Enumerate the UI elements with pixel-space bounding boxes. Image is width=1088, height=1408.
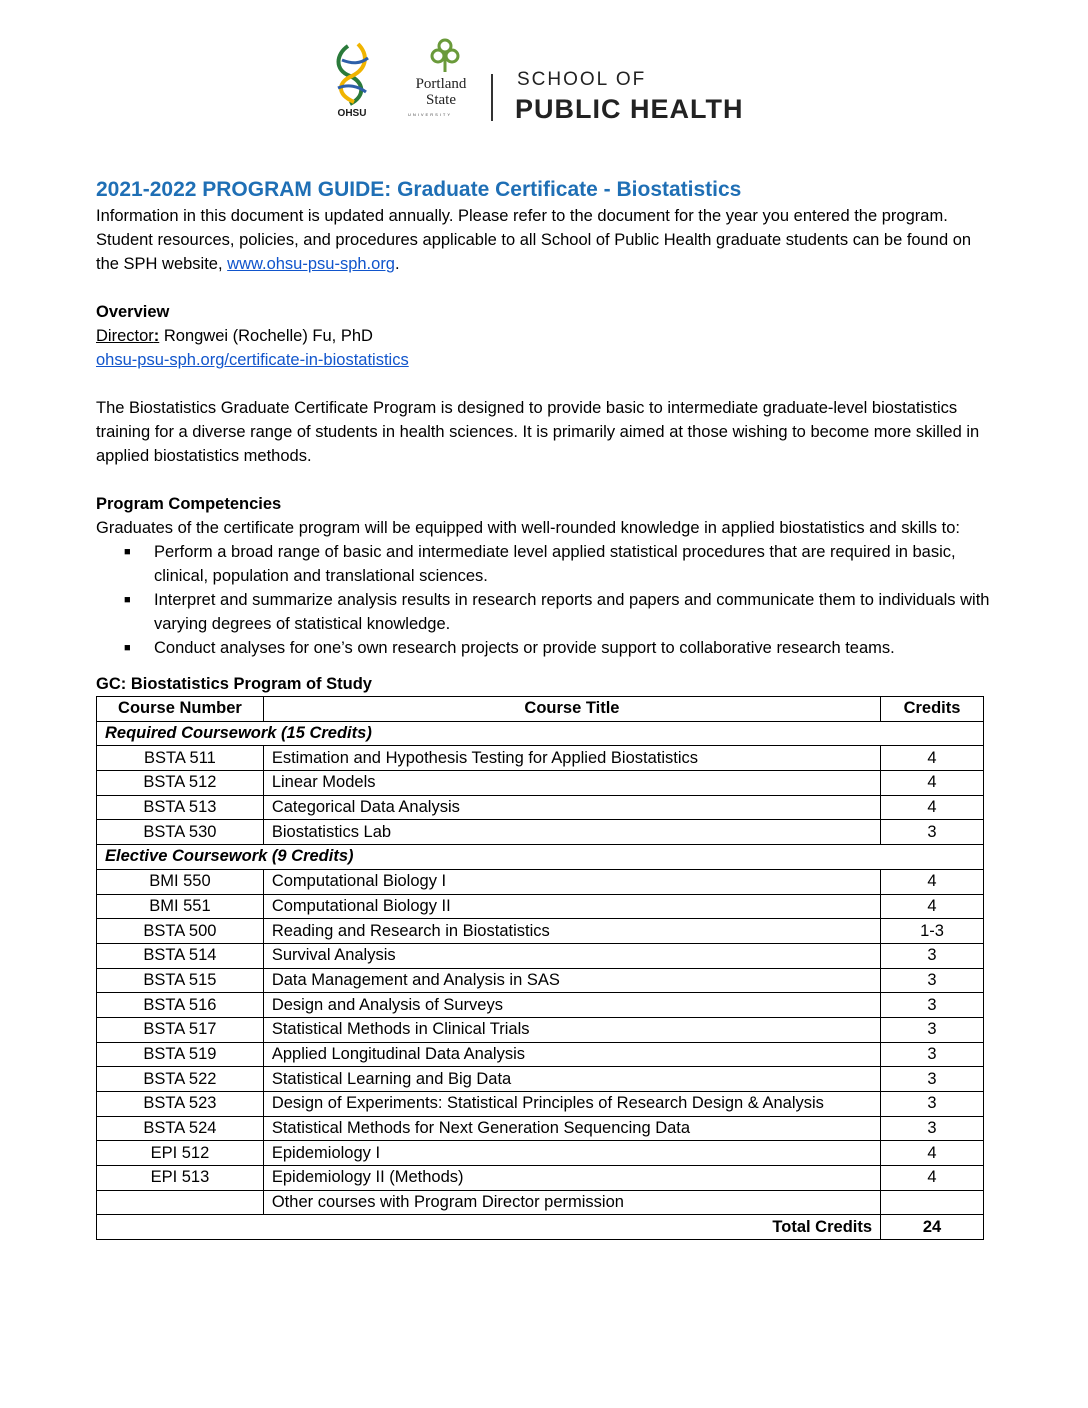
director-line — [96, 324, 996, 348]
list-item: ■ Perform a broad range of basic and intermediate level applied statistical procedures that are required in basic, clinical, population and translational sciences. — [96, 540, 996, 588]
table-row: BSTA 522 Statistical Learning and Big Data 3 — [97, 1067, 984, 1092]
total-credits-value: 24 — [881, 1215, 984, 1240]
director-name: Rongwei (Rochelle) Fu, PhD — [159, 327, 373, 345]
table-row: BSTA 530 Biostatistics Lab 3 — [97, 820, 984, 845]
section-row-required — [97, 721, 984, 746]
psu-name-line2: State — [426, 92, 456, 108]
table-header-row — [97, 697, 984, 722]
table-row: BSTA 512 Linear Models 4 — [97, 771, 984, 796]
competencies-list — [96, 540, 996, 660]
psu-logo — [396, 38, 486, 124]
bullet-icon: ■ — [124, 642, 131, 654]
header-course-title: Course Title — [263, 697, 880, 722]
table-row: BSTA 500 Reading and Research in Biostatistics 1-3 — [97, 919, 984, 944]
sph-website-link[interactable]: www.ohsu-psu-sph.org — [227, 255, 395, 273]
intro-text: Information in this document is updated annually. Please refer to the document for the year you entered the program. Student resources, policies, and procedures applicable to all School of Public Health graduate students can be found on the SPH website, — [96, 207, 972, 273]
total-credits-label: Total Credits — [97, 1215, 881, 1240]
program-of-study-table — [96, 696, 984, 1240]
section-row-elective — [97, 845, 984, 870]
page-header — [0, 38, 1088, 128]
ohsu-logo — [328, 40, 376, 118]
table-row: EPI 512 Epidemiology I 4 — [97, 1141, 984, 1166]
table-row: BSTA 514 Survival Analysis 3 — [97, 943, 984, 968]
table-row: BSTA 511 Estimation and Hypothesis Testing for Applied Biostatistics 4 — [97, 746, 984, 771]
sph-logo-line2: PUBLIC HEALTH — [515, 94, 744, 124]
program-description: The Biostatistics Graduate Certificate Program is designed to provide basic to intermediate graduate-level biostatistics training for a diverse range of students in health sciences. It is primarily aimed at those wishing to become more skilled in applied biostatistics methods. — [96, 399, 980, 465]
table-row: BSTA 515 Data Management and Analysis in SAS 3 — [97, 968, 984, 993]
header-divider — [491, 74, 493, 121]
overview-heading: Overview — [96, 303, 170, 321]
certificate-page-link[interactable]: ohsu-psu-sph.org/certificate-in-biostatistics — [96, 351, 409, 369]
sph-logo-line1: SCHOOL OF — [517, 69, 647, 90]
table-row: BSTA 524 Statistical Methods for Next Generation Sequencing Data 3 — [97, 1116, 984, 1141]
intro-paragraph — [96, 204, 996, 276]
document-body — [96, 176, 996, 1240]
table-row: EPI 513 Epidemiology II (Methods) 4 — [97, 1166, 984, 1191]
intro-text-end: . — [394, 255, 400, 273]
bullet-icon: ■ — [124, 594, 131, 606]
page-title: 2021-2022 PROGRAM GUIDE: Graduate Certificate - Biostatistics — [96, 178, 742, 201]
table-row: BMI 551 Computational Biology II 4 — [97, 894, 984, 919]
header-credits: Credits — [881, 697, 984, 722]
psu-name-line1: Portland — [415, 76, 467, 92]
table-row: Other courses with Program Director permission — [97, 1190, 984, 1215]
psu-name — [396, 76, 486, 108]
ohsu-logo-text: OHSU — [337, 108, 367, 118]
director-label: Director: — [96, 327, 160, 345]
table-row: BMI 550 Computational Biology I 4 — [97, 869, 984, 894]
table-row: BSTA 516 Design and Analysis of Surveys 3 — [97, 993, 984, 1018]
psu-mark-icon — [430, 38, 460, 74]
competencies-heading: Program Competencies — [96, 495, 282, 513]
competencies-intro: Graduates of the certificate program will be equipped with well-rounded knowledge in applied biostatistics and skills to: — [96, 519, 960, 537]
table-caption: GC: Biostatistics Program of Study — [96, 675, 372, 693]
list-item: ■ Conduct analyses for one’s own research projects or provide support to collaborative research teams. — [96, 636, 996, 660]
table-row: BSTA 517 Statistical Methods in Clinical Trials 3 — [97, 1017, 984, 1042]
psu-university-label: UNIVERSITY — [408, 112, 453, 117]
required-section-label: Required Coursework (15 Credits) — [97, 721, 984, 746]
table-row: BSTA 513 Categorical Data Analysis 4 — [97, 795, 984, 820]
elective-section-label: Elective Coursework (9 Credits) — [97, 845, 984, 870]
total-row — [97, 1215, 984, 1240]
list-item: ■ Interpret and summarize analysis results in research reports and papers and communicate them to individuals with varying degrees of statistical knowledge. — [96, 588, 996, 636]
header-course-number: Course Number — [97, 697, 264, 722]
table-row: BSTA 523 Design of Experiments: Statistical Principles of Research Design & Analysis 3 — [97, 1092, 984, 1117]
bullet-icon: ■ — [124, 546, 131, 558]
table-row: BSTA 519 Applied Longitudinal Data Analysis 3 — [97, 1042, 984, 1067]
